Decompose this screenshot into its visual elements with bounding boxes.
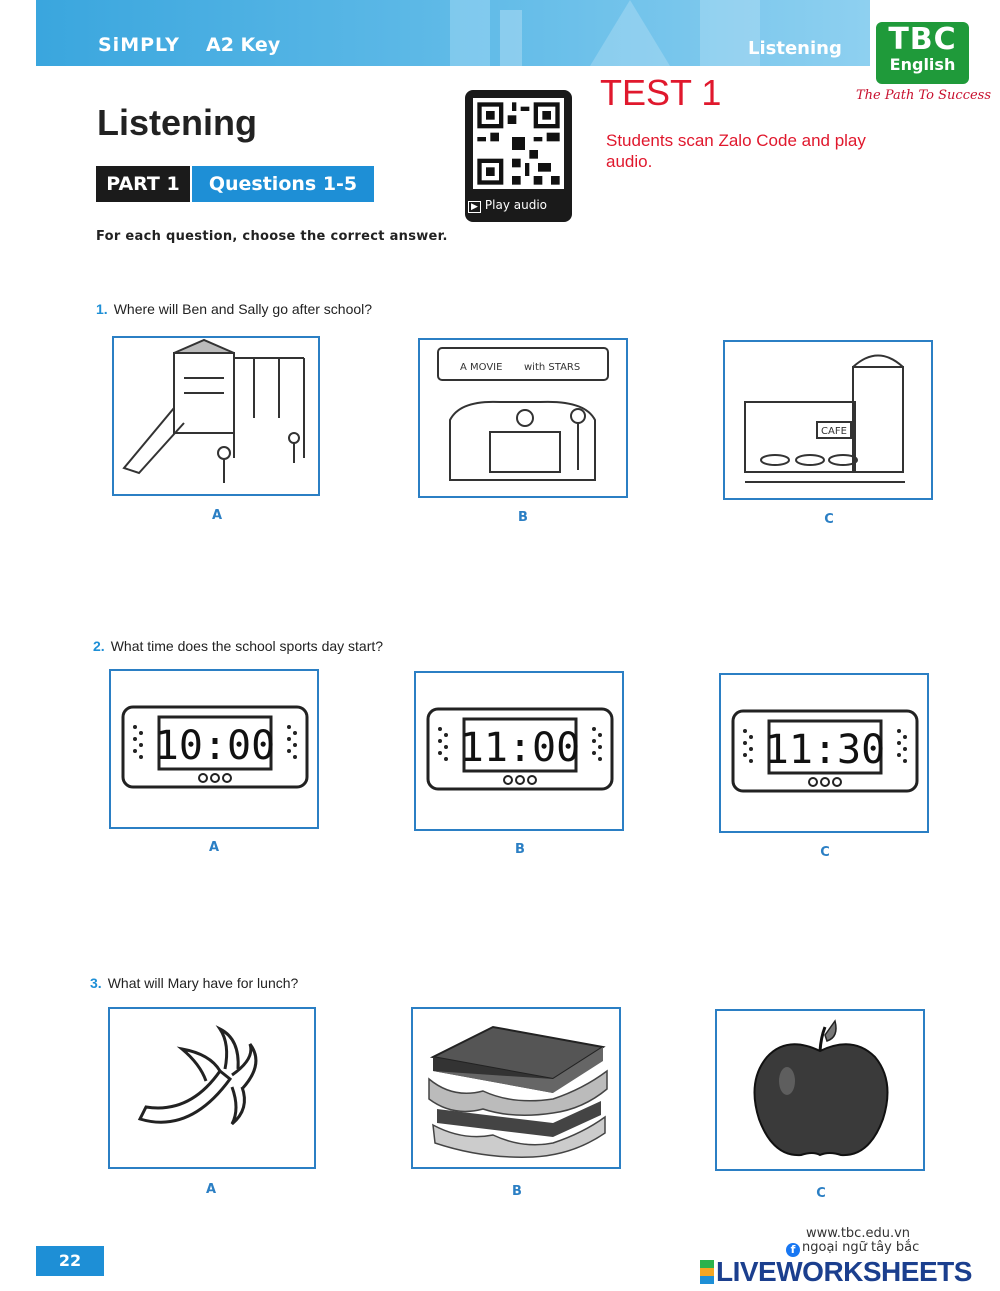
footer-fb-label: ngoại ngữ tây bắc xyxy=(802,1240,920,1255)
logo-line1: TBC xyxy=(888,22,957,57)
header-section: Listening xyxy=(748,38,842,59)
question-text: What will Mary have for lunch? xyxy=(107,975,299,991)
brand-name: SiMPLY xyxy=(98,34,180,56)
q1-option-a-picture[interactable] xyxy=(112,336,320,496)
clock-time: 11:00 xyxy=(459,725,581,771)
liveworksheets-icon xyxy=(700,1260,714,1284)
tagline: The Path To Success xyxy=(856,88,992,103)
movie-sign-text-2: with STARS xyxy=(524,362,581,373)
liveworksheets-logo xyxy=(700,1256,972,1288)
logo-line2: English xyxy=(889,55,956,74)
q1-option-b-picture[interactable] xyxy=(418,338,628,498)
clock-time: 11:30 xyxy=(764,727,886,773)
question-number: 3. xyxy=(90,975,102,991)
banana-icon xyxy=(110,1009,314,1167)
q1-option-c-picture[interactable] xyxy=(723,340,933,500)
cafe-sign-text: CAFE xyxy=(821,426,847,437)
liveworksheets-text: LIVEWORKSHEETS xyxy=(716,1256,972,1287)
part-label: PART 1 xyxy=(96,166,190,202)
q3-option-a[interactable]: A xyxy=(205,1182,217,1197)
question-number: 1. xyxy=(96,301,108,317)
q1-option-a[interactable]: A xyxy=(211,508,223,523)
clock-icon xyxy=(416,673,622,829)
question-text: Where will Ben and Sally go after school? xyxy=(113,301,373,317)
apple-icon xyxy=(717,1011,923,1169)
playground-icon xyxy=(114,338,318,494)
clock-icon xyxy=(721,675,927,831)
questions-label: Questions 1-5 xyxy=(192,166,374,202)
play-audio-label: Play audio xyxy=(484,198,548,212)
q2-option-a[interactable]: A xyxy=(208,840,220,855)
q2-option-b[interactable]: B xyxy=(515,842,525,857)
footer-url[interactable]: www.tbc.edu.vn xyxy=(806,1226,911,1241)
play-audio-button[interactable] xyxy=(468,198,547,213)
q3-option-c[interactable]: C xyxy=(816,1186,826,1201)
question-2 xyxy=(93,638,383,654)
movie-sign-text-1: A MOVIE xyxy=(460,362,503,373)
q3-option-c-picture[interactable] xyxy=(715,1009,925,1171)
footer-facebook[interactable] xyxy=(786,1240,919,1257)
clock-time: 10:00 xyxy=(154,723,276,769)
question-3 xyxy=(90,975,298,991)
q2-option-b-picture[interactable] xyxy=(414,671,624,831)
cafe-icon xyxy=(725,342,931,498)
q3-option-b-picture[interactable] xyxy=(411,1007,621,1169)
sandwich-icon xyxy=(413,1009,619,1167)
q2-option-c[interactable]: C xyxy=(820,845,830,860)
q2-option-a-picture[interactable] xyxy=(109,669,319,829)
question-1 xyxy=(96,301,372,317)
level-name: A2 Key xyxy=(206,34,281,56)
clock-icon xyxy=(111,671,317,827)
facebook-icon: f xyxy=(786,1243,800,1257)
q1-option-c[interactable]: C xyxy=(824,512,834,527)
q2-option-c-picture[interactable] xyxy=(719,673,929,833)
qr-code-icon[interactable] xyxy=(473,98,564,189)
question-text: What time does the school sports day start? xyxy=(110,638,384,654)
q1-option-b[interactable]: B xyxy=(518,510,528,525)
cinema-icon xyxy=(420,340,626,496)
zalo-note: Students scan Zalo Code and play audio. xyxy=(606,131,866,171)
page-number: 22 xyxy=(36,1246,104,1276)
q3-option-b[interactable]: B xyxy=(512,1184,522,1199)
play-icon: ▶ xyxy=(468,201,481,213)
instruction: For each question, choose the correct answer. xyxy=(96,229,448,244)
page-title: Listening xyxy=(97,102,257,143)
tbc-logo xyxy=(876,22,969,84)
test-label: TEST 1 xyxy=(600,72,722,113)
question-number: 2. xyxy=(93,638,105,654)
q3-option-a-picture[interactable] xyxy=(108,1007,316,1169)
